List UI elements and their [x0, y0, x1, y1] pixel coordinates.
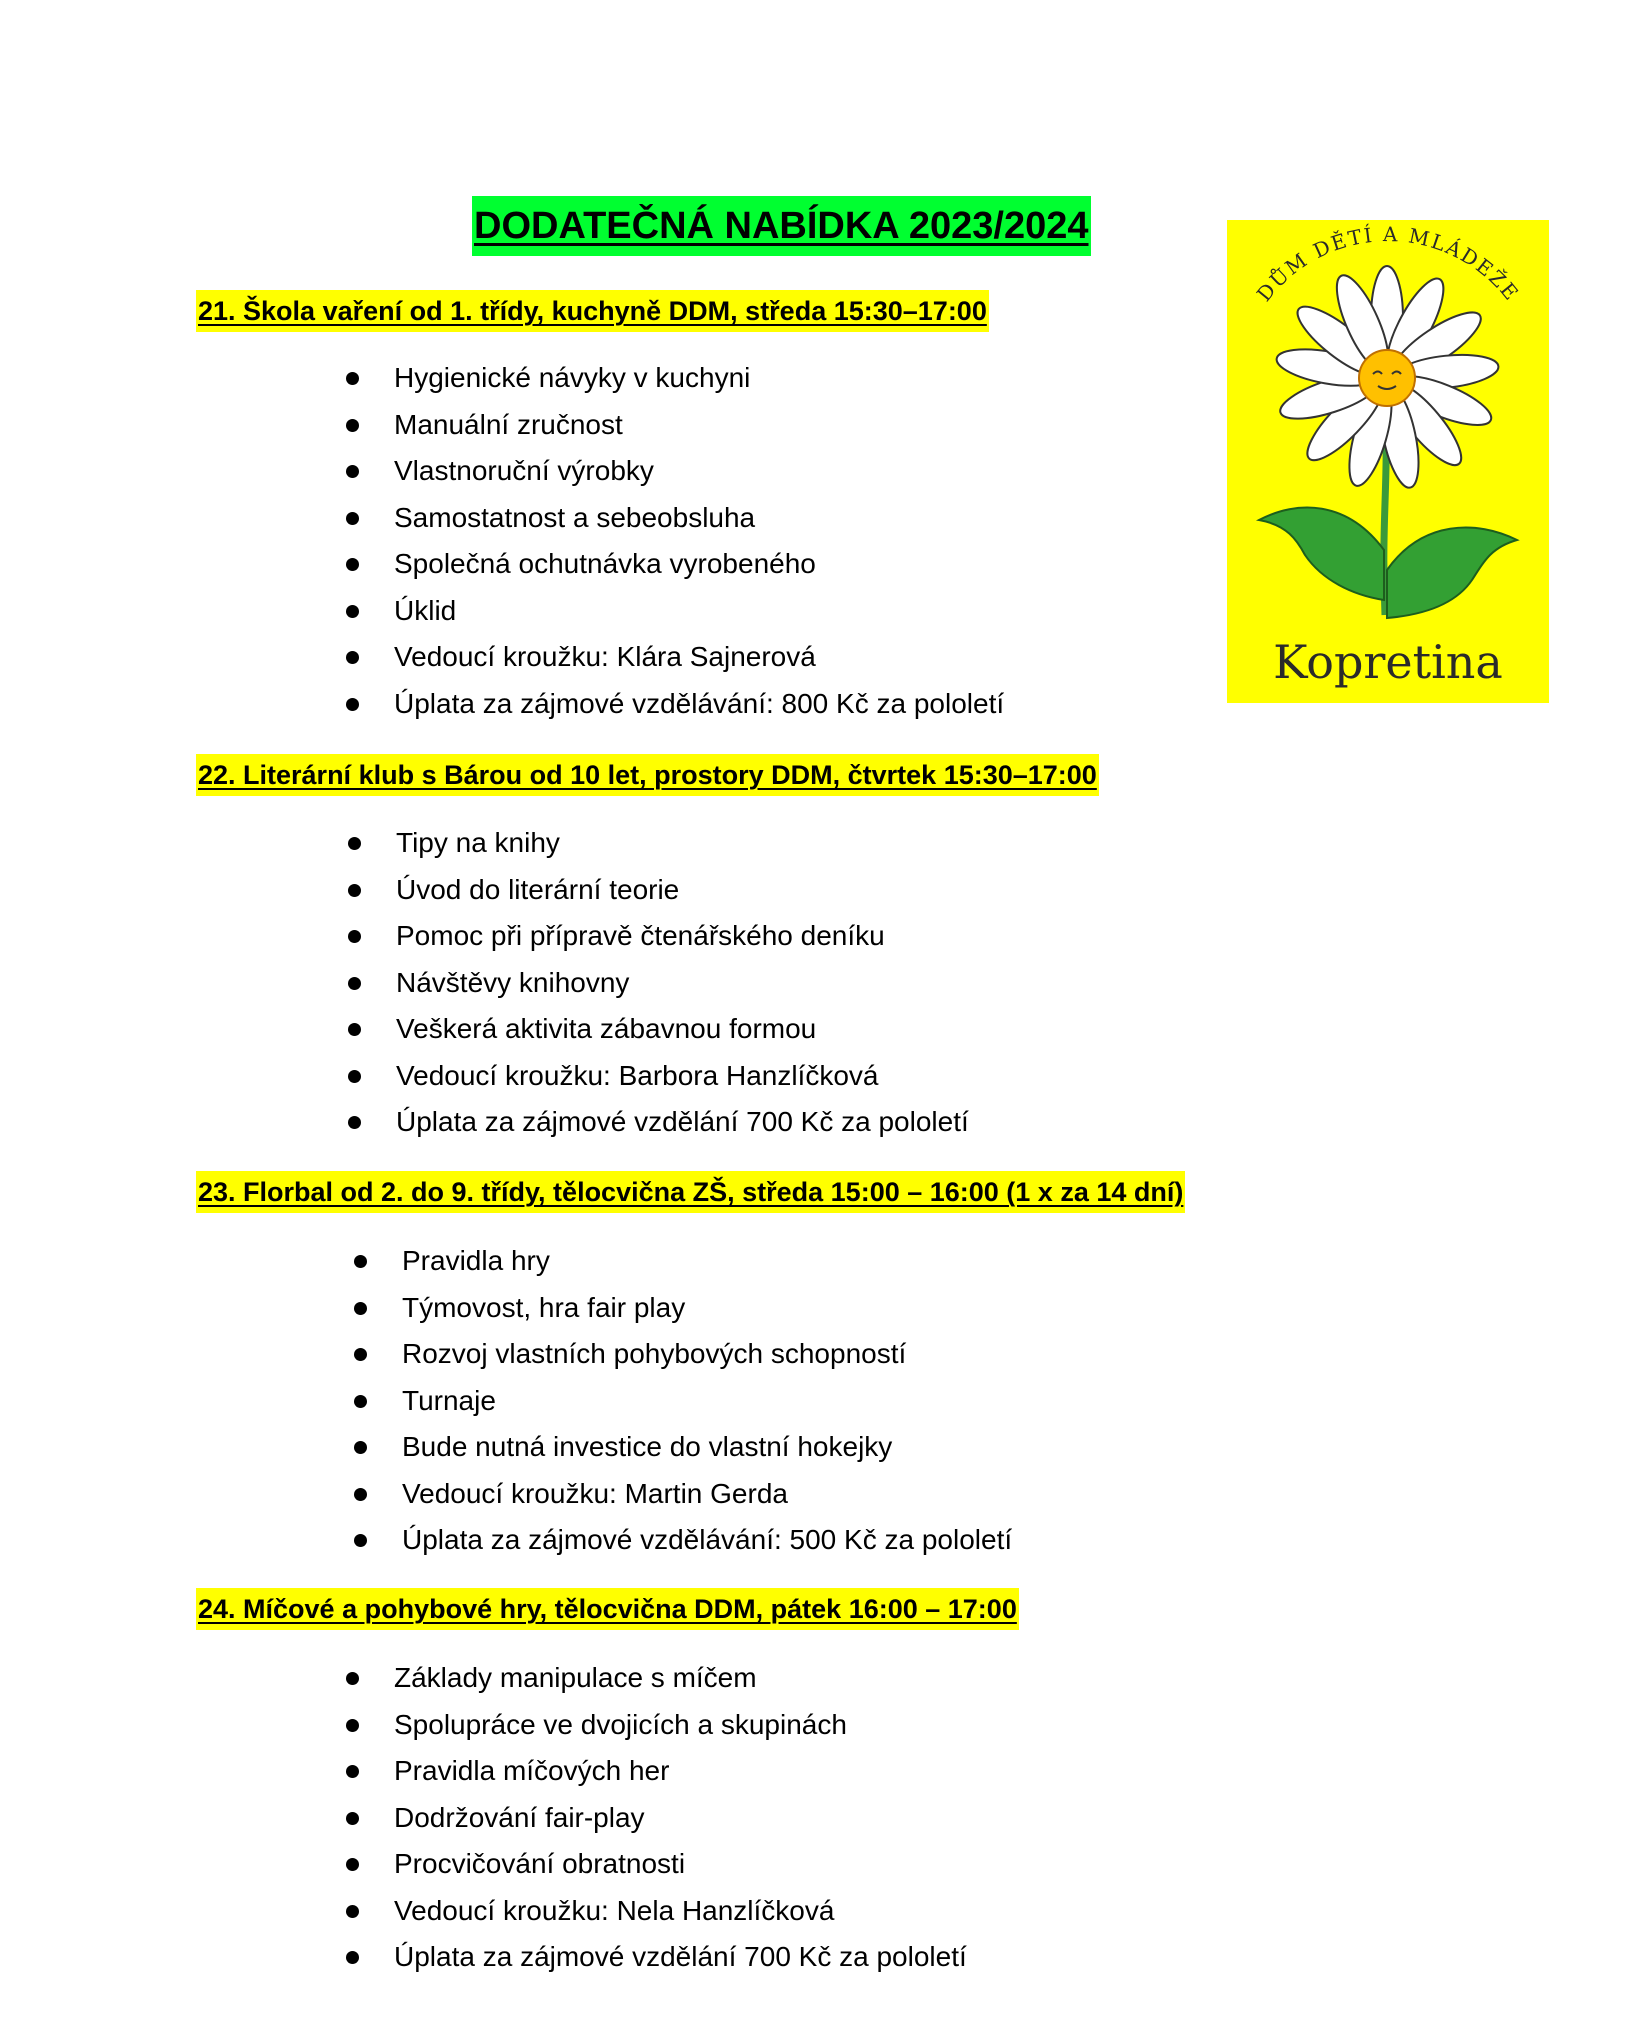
bullet-icon — [348, 977, 361, 990]
section-heading-22: 22. Literární klub s Bárou od 10 let, prostory DDM, čtvrtek 15:30–17:00 — [196, 754, 1099, 796]
bullet-icon — [346, 1812, 359, 1825]
bullet-icon — [346, 698, 359, 711]
bullet-icon — [346, 605, 359, 618]
page-title: DODATEČNÁ NABÍDKA 2023/2024 — [472, 196, 1091, 256]
bullet-icon — [346, 512, 359, 525]
bullet-icon — [354, 1441, 367, 1454]
bullet-icon — [346, 558, 359, 571]
bullet-icon — [346, 1951, 359, 1964]
bullet-icon — [348, 1116, 361, 1129]
bullet-icon — [346, 1765, 359, 1778]
section-heading-24: 24. Míčové a pohybové hry, tělocvična DDM, pátek 16:00 – 17:00 — [196, 1588, 1019, 1630]
bullet-icon — [346, 1719, 359, 1732]
bullet-icon — [354, 1255, 367, 1268]
logo-arc-text: DŮM DĚTÍ A MLÁDEŽE — [1251, 222, 1525, 306]
bullet-icon — [346, 465, 359, 478]
bullet-icon — [346, 1672, 359, 1685]
bullet-icon — [348, 930, 361, 943]
bullet-icon — [348, 884, 361, 897]
kopretina-logo — [1227, 220, 1549, 703]
bullet-icon — [348, 1023, 361, 1036]
logo-name: Kopretina — [1273, 635, 1503, 689]
bullet-icon — [354, 1302, 367, 1315]
bullet-icon — [346, 651, 359, 664]
daisy-logo-icon — [1227, 220, 1549, 703]
section-heading-21: 21. Škola vaření od 1. třídy, kuchyně DDM, středa 15:30–17:00 — [196, 290, 989, 332]
bullet-icon — [354, 1488, 367, 1501]
bullet-icon — [346, 372, 359, 385]
bullet-icon — [346, 1905, 359, 1918]
bullet-icon — [354, 1395, 367, 1408]
bullet-icon — [348, 1070, 361, 1083]
bullet-icon — [354, 1348, 367, 1361]
bullet-icon — [348, 837, 361, 850]
section-heading-23: 23. Florbal od 2. do 9. třídy, tělocvična ZŠ, středa 15:00 – 16:00 (1 x za 14 dní) — [196, 1171, 1185, 1213]
bullet-icon — [354, 1534, 367, 1547]
bullet-icon — [346, 1858, 359, 1871]
bullet-icon — [346, 419, 359, 432]
